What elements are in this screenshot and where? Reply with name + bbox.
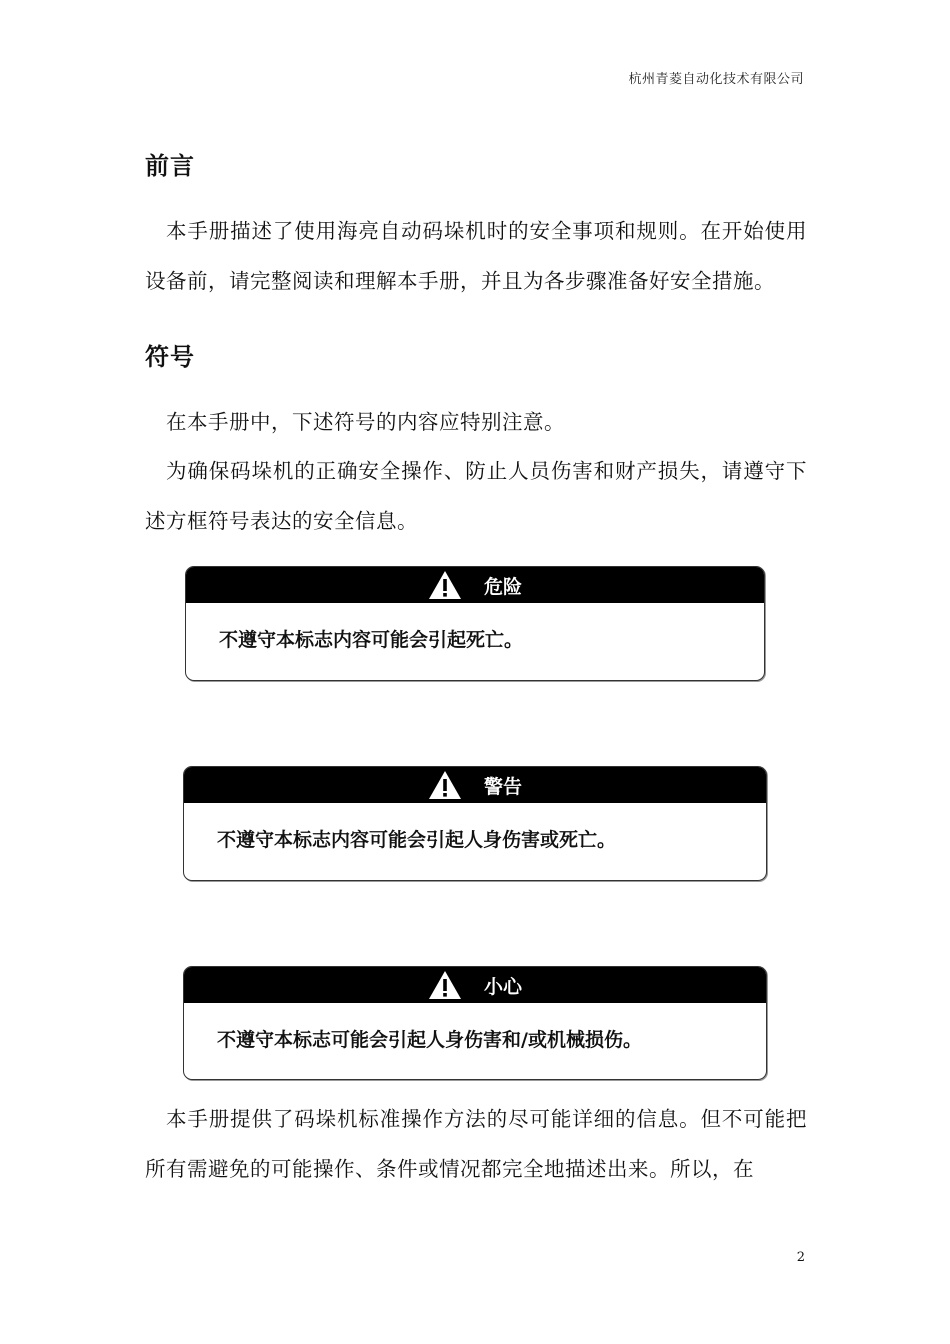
caution-box — [183, 966, 767, 1080]
warning-triangle-icon — [428, 770, 462, 800]
symbols-paragraph-1: 在本手册中，下述符号的内容应特别注意。 — [166, 410, 565, 434]
caution-text: 不遵守本标志可能会引起人身伤害和/或机械损伤。 — [217, 1029, 642, 1051]
danger-header — [186, 567, 764, 603]
warning-box — [183, 766, 767, 881]
symbols-paragraph-2: 为确保码垛机的正确安全操作、防止人员伤害和财产损失，请遵守下述方框符号表达的安全信息。 — [145, 459, 807, 533]
page-number: 2 — [796, 1250, 805, 1265]
closing-paragraph: 本手册提供了码垛机标准操作方法的尽可能详细的信息。但不可能把所有需避免的可能操作、条件或情况都完全地描述出来。所以，在 — [145, 1107, 807, 1181]
symbols-title: 符号 — [145, 343, 195, 371]
danger-text: 不遵守本标志内容可能会引起死亡。 — [219, 629, 524, 651]
preface-paragraph: 本手册描述了使用海亮自动码垛机时的安全事项和规则。在开始使用设备前，请完整阅读和理解本手册，并且为各步骤准备好安全措施。 — [145, 219, 807, 293]
warning-label: 警告 — [483, 775, 522, 798]
danger-box — [185, 566, 765, 681]
preface-title: 前言 — [145, 152, 195, 180]
header-company-name: 杭州青菱自动化技术有限公司 — [628, 72, 804, 87]
warning-triangle-icon — [428, 570, 462, 600]
warning-triangle-icon — [428, 970, 462, 1000]
warning-header — [184, 767, 766, 803]
caution-label: 小心 — [483, 975, 522, 998]
warning-text: 不遵守本标志内容可能会引起人身伤害或死亡。 — [217, 829, 617, 851]
danger-label: 危险 — [483, 575, 522, 598]
caution-header — [184, 967, 766, 1003]
